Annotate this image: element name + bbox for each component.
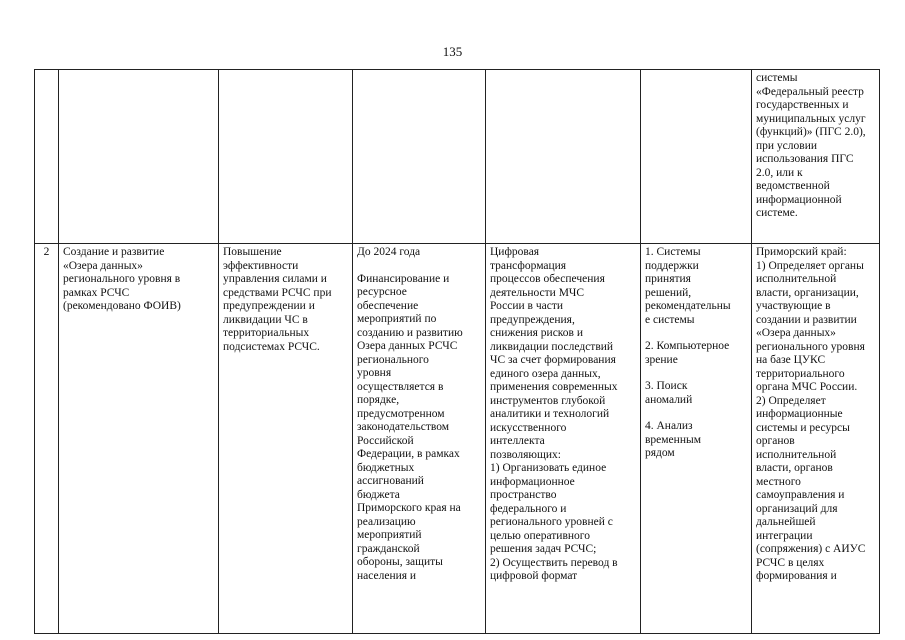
cell-goal	[219, 244, 353, 634]
technology-item-3: 3. Поиск аномалий	[645, 380, 693, 406]
measure-name: Создание и развитие «Озера данных» регионального уровня в рамках РСЧС (рекомендовано ФОИВ)	[63, 246, 181, 312]
cell-description-empty	[486, 70, 641, 244]
cell-goal-empty	[219, 70, 353, 244]
cell-name-empty	[59, 70, 219, 244]
cell-description	[486, 244, 641, 634]
measures-table	[34, 69, 880, 634]
cell-technologies	[641, 244, 752, 634]
cell-responsible-continuation	[752, 70, 880, 244]
responsible-text: Приморский край: 1) Определяет органы исполнительной власти, организации, участвующие в создании и развитии «Озера данных» регионального уровня на базе ЦУКС территориального органа МЧС России. 2) Определяет информационные системы и ресурсы органов исполнительной власти, органов местного самоуправления и организаций для дальнейшей интеграции (сопряжения) с АИУС РСЧС в целях формирования и	[756, 246, 866, 582]
cell-technologies-empty	[641, 70, 752, 244]
row-number: 2	[43, 246, 50, 258]
cell-responsible	[752, 244, 880, 634]
measure-goal: Повышение эффективности управления силами и средствами РСЧС при предупреждении и ликвидации ЧС в территориальных подсистемах РСЧС.	[223, 246, 332, 353]
cell-measure-name	[59, 244, 219, 634]
table-row-continuation	[35, 70, 880, 244]
table-row-2	[35, 244, 880, 634]
technology-item-1: 1. Системы поддержки принятия решений, рекомендательны е системы	[645, 246, 731, 326]
measure-deadline: До 2024 года	[357, 246, 421, 258]
page-number: 135	[442, 44, 463, 59]
technology-item-4: 4. Анализ временным рядом	[645, 420, 701, 459]
technology-item-2: 2. Компьютерное зрение	[645, 340, 730, 366]
cell-deadline-empty	[353, 70, 486, 244]
measure-financing: Финансирование и ресурсное обеспечение мероприятий по созданию и развитию Озера данных РСЧС регионального уровня осуществляется в порядке, предусмотренном законодательством Российской Федерации, в рамках бюджетных ассигнований бюджета Приморского края на реализацию мероприятий гражданской обороны, защиты населения и	[357, 272, 463, 582]
cell-num-empty	[35, 70, 59, 244]
responsible-continuation-text: системы «Федеральный реестр государственных и муниципальных услуг (функций)» (ПГС 2.0), при условии использования ПГС 2.0, или к ведомственной информационной системе.	[756, 72, 866, 219]
cell-row-number	[35, 244, 59, 634]
measure-description: Цифровая трансформация процессов обеспечения деятельности МЧС России в части предупреждения, снижения рисков и ликвидации последствий ЧС за счет формирования единого озера данных, применения современных инструментов глубокой аналитики и технологий искусственного интеллекта позволяющих: 1) Организовать единое информационное пространство федерального и регионального уровней с целью оперативного решения задач РСЧС; 2) Осуществить перевод в цифровой формат	[490, 246, 618, 582]
cell-deadline-financing	[353, 244, 486, 634]
